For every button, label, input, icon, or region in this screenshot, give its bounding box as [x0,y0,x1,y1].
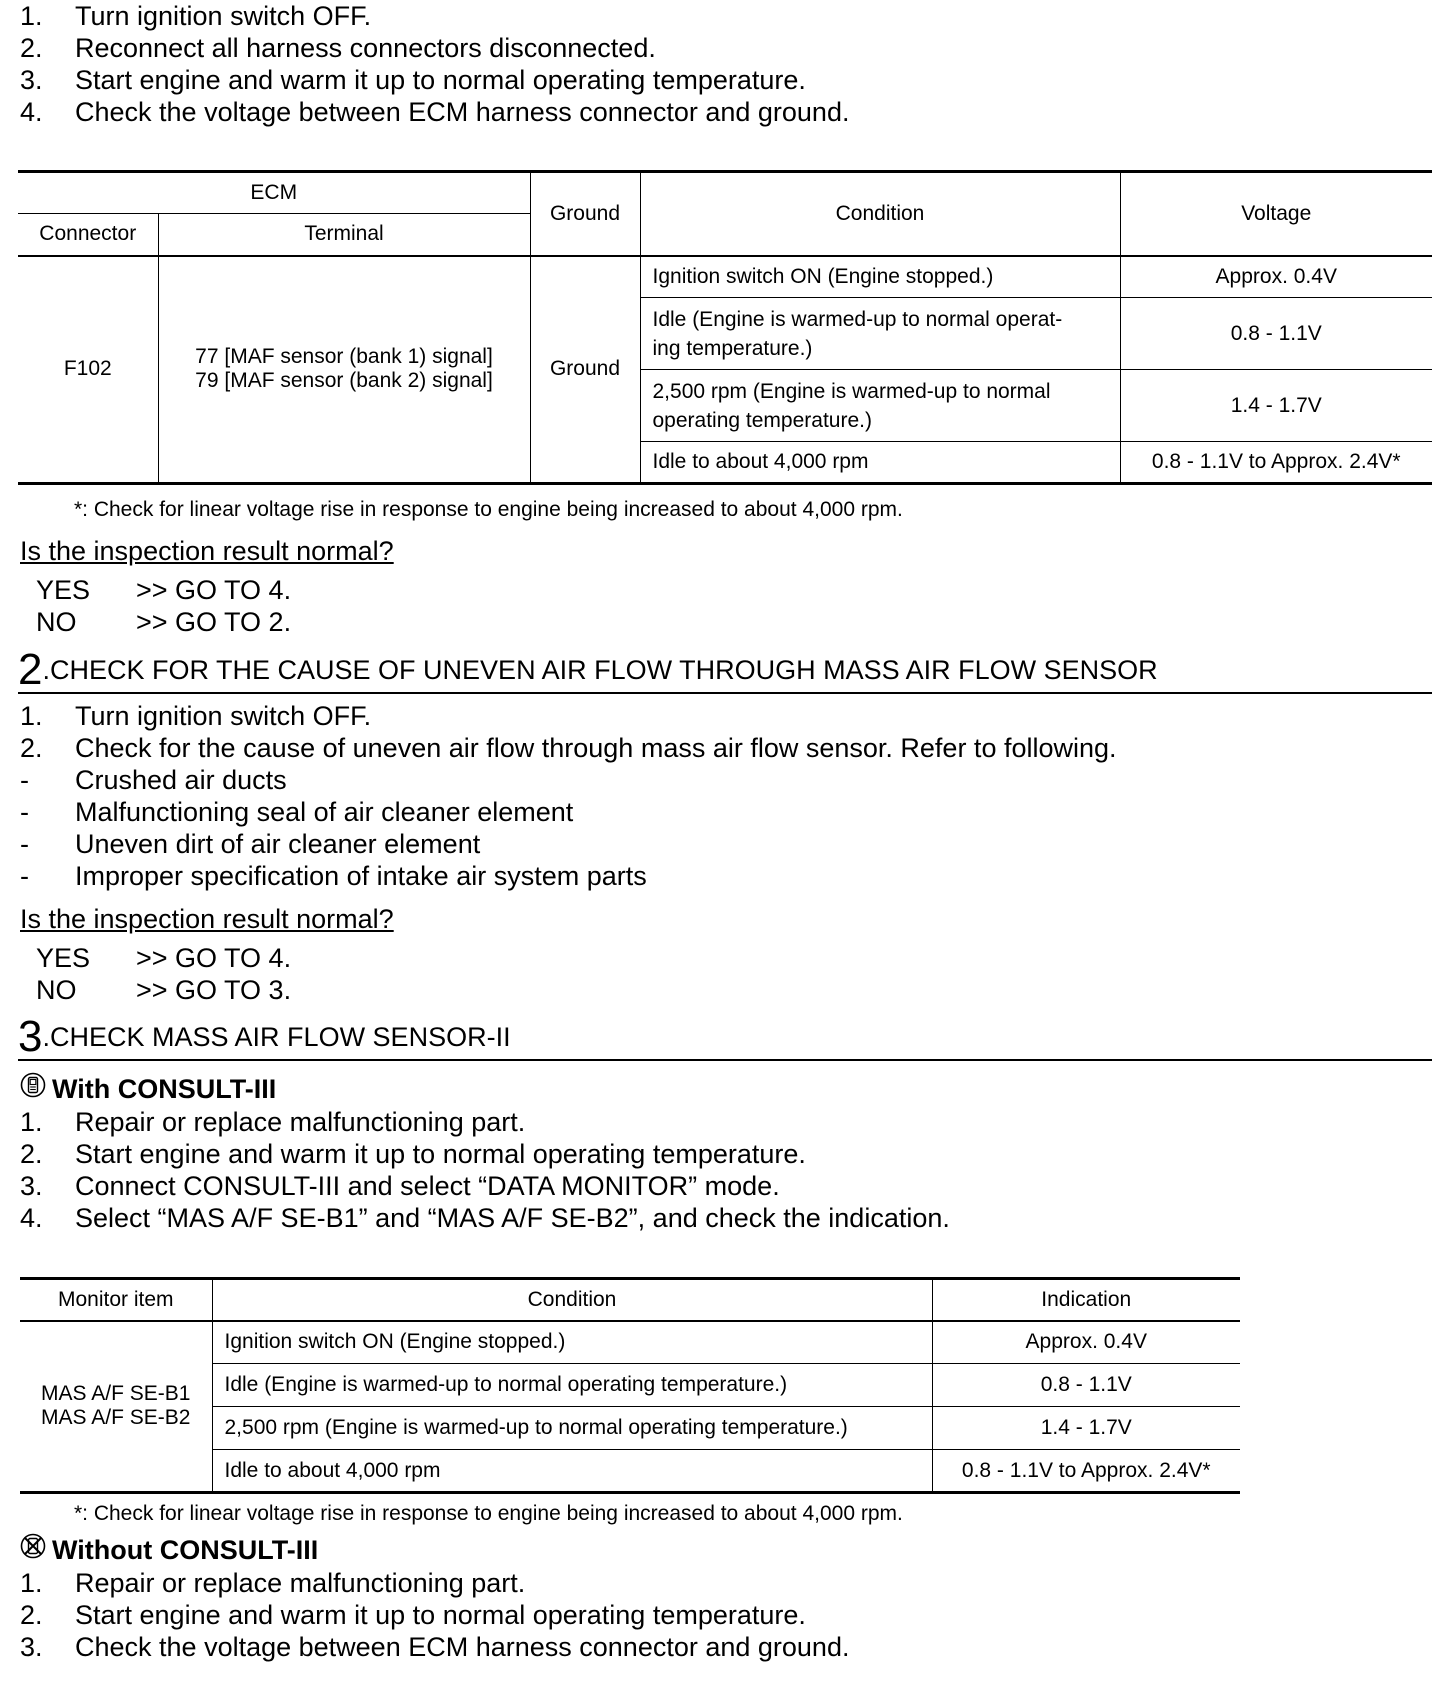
monitor-item-b1: MAS A/F SE-B1 [41,1382,191,1406]
list-item: - Improper specification of intake air system parts [20,861,647,891]
answer-yes: YES >> GO TO 4. [36,575,292,605]
list-item: 2. Check for the cause of uneven air flow through mass air flow sensor. Refer to following. [20,733,1117,763]
list-item: 4. Check the voltage between ECM harness connector and ground. [20,97,850,127]
condition-line: ing temperature.) [652,336,813,360]
section-3-title [18,1012,1432,1061]
header-condition: Condition [212,1279,932,1321]
header-indication: Indication [932,1279,1240,1321]
ground-cell: Ground [530,256,640,484]
step-number: 2 [18,645,43,694]
section-2-title [18,645,1432,694]
with-consult-heading [20,1073,276,1105]
list-item: 4. Select “MAS A/F SE-B1” and “MAS A/F SE-B2”, and check the indication. [20,1203,950,1233]
answers [36,574,291,638]
header-voltage: Voltage [1120,172,1432,256]
voltage-cell: 0.8 - 1.1V [1120,298,1432,370]
table-footnote: *: Check for linear voltage rise in response to engine being increased to about 4,000 rpm. [74,498,903,521]
voltage-cell: 1.4 - 1.7V [1120,370,1432,442]
condition-cell: Idle to about 4,000 rpm [212,1450,932,1493]
condition-line: Idle (Engine is warmed-up to normal operat- [652,307,1063,331]
answer-yes: YES >> GO TO 4. [36,943,292,973]
condition-cell: 2,500 rpm (Engine is warmed-up to normal operating temperature.) [212,1407,932,1450]
answer-no: NO >> GO TO 2. [36,607,292,637]
header-monitor-item: Monitor item [20,1279,212,1321]
list-item: 1. Turn ignition switch OFF. [20,701,372,731]
ecm-voltage-table [18,170,1432,485]
list-item: - Crushed air ducts [20,765,287,795]
monitor-indication-table [20,1277,1240,1494]
header-ecm: ECM [18,172,530,214]
inspection-question: Is the inspection result normal? [20,904,394,934]
header-terminal: Terminal [158,214,530,256]
condition-cell: Idle (Engine is warmed-up to normal operating temperature.) [212,1364,932,1407]
condition-cell [640,370,1120,442]
indication-cell: 1.4 - 1.7V [932,1407,1240,1450]
condition-cell: Ignition switch ON (Engine stopped.) [640,256,1120,298]
list-item: 2. Reconnect all harness connectors disconnected. [20,33,656,63]
with-consult-title: With CONSULT-III [52,1074,277,1104]
condition-cell: Idle to about 4,000 rpm [640,442,1120,484]
list-item: 2. Start engine and warm it up to normal operating temperature. [20,1139,806,1169]
step-dot: . [42,1022,50,1052]
step2-instructions [20,700,1117,892]
list-item: - Malfunctioning seal of air cleaner element [20,797,574,827]
step-title: CHECK FOR THE CAUSE OF UNEVEN AIR FLOW THROUGH MASS AIR FLOW SENSOR [50,655,1158,685]
condition-cell [640,298,1120,370]
list-item: 3. Connect CONSULT-III and select “DATA MONITOR” mode. [20,1171,780,1201]
step-dot: . [42,655,50,685]
list-item: 2. Start engine and warm it up to normal operating temperature. [20,1600,806,1630]
step1-instructions [20,0,849,128]
list-item: 3. Start engine and warm it up to normal operating temperature. [20,65,806,95]
voltage-cell: 0.8 - 1.1V to Approx. 2.4V* [1120,442,1432,484]
header-connector: Connector [18,214,158,256]
without-consult-title: Without CONSULT-III [52,1535,319,1565]
list-item: 1. Repair or replace malfunctioning part. [20,1107,526,1137]
monitor-item-cell [20,1321,212,1493]
no-tool-icon [20,1533,46,1566]
indication-cell: Approx. 0.4V [932,1321,1240,1364]
condition-line: operating temperature.) [652,408,872,432]
connector-cell: F102 [18,256,158,484]
indication-cell: 0.8 - 1.1V to Approx. 2.4V* [932,1450,1240,1493]
terminal-77: 77 [MAF sensor (bank 1) signal] [195,345,493,369]
step-title: CHECK MASS AIR FLOW SENSOR-II [50,1022,511,1052]
condition-cell: Ignition switch ON (Engine stopped.) [212,1321,932,1364]
answer-no: NO >> GO TO 3. [36,975,292,1005]
step-number: 3 [18,1012,43,1061]
terminal-cell [158,256,530,484]
list-item: 1. Turn ignition switch OFF. [20,1,372,31]
without-consult-steps [20,1567,849,1663]
table-footnote: *: Check for linear voltage rise in response to engine being increased to about 4,000 rpm. [74,1502,903,1525]
terminal-79: 79 [MAF sensor (bank 2) signal] [195,369,493,393]
without-consult-heading [20,1534,318,1566]
header-condition: Condition [640,172,1120,256]
header-ground: Ground [530,172,640,256]
inspection-question: Is the inspection result normal? [20,536,394,566]
list-item: 1. Repair or replace malfunctioning part. [20,1568,526,1598]
voltage-cell: Approx. 0.4V [1120,256,1432,298]
consult-tool-icon [20,1072,46,1105]
indication-cell: 0.8 - 1.1V [932,1364,1240,1407]
list-item: - Uneven dirt of air cleaner element [20,829,481,859]
monitor-item-b2: MAS A/F SE-B2 [41,1406,191,1430]
list-item: 3. Check the voltage between ECM harness connector and ground. [20,1632,850,1662]
answers [36,942,291,1006]
condition-line: 2,500 rpm (Engine is warmed-up to normal [652,379,1051,403]
with-consult-steps [20,1106,950,1234]
